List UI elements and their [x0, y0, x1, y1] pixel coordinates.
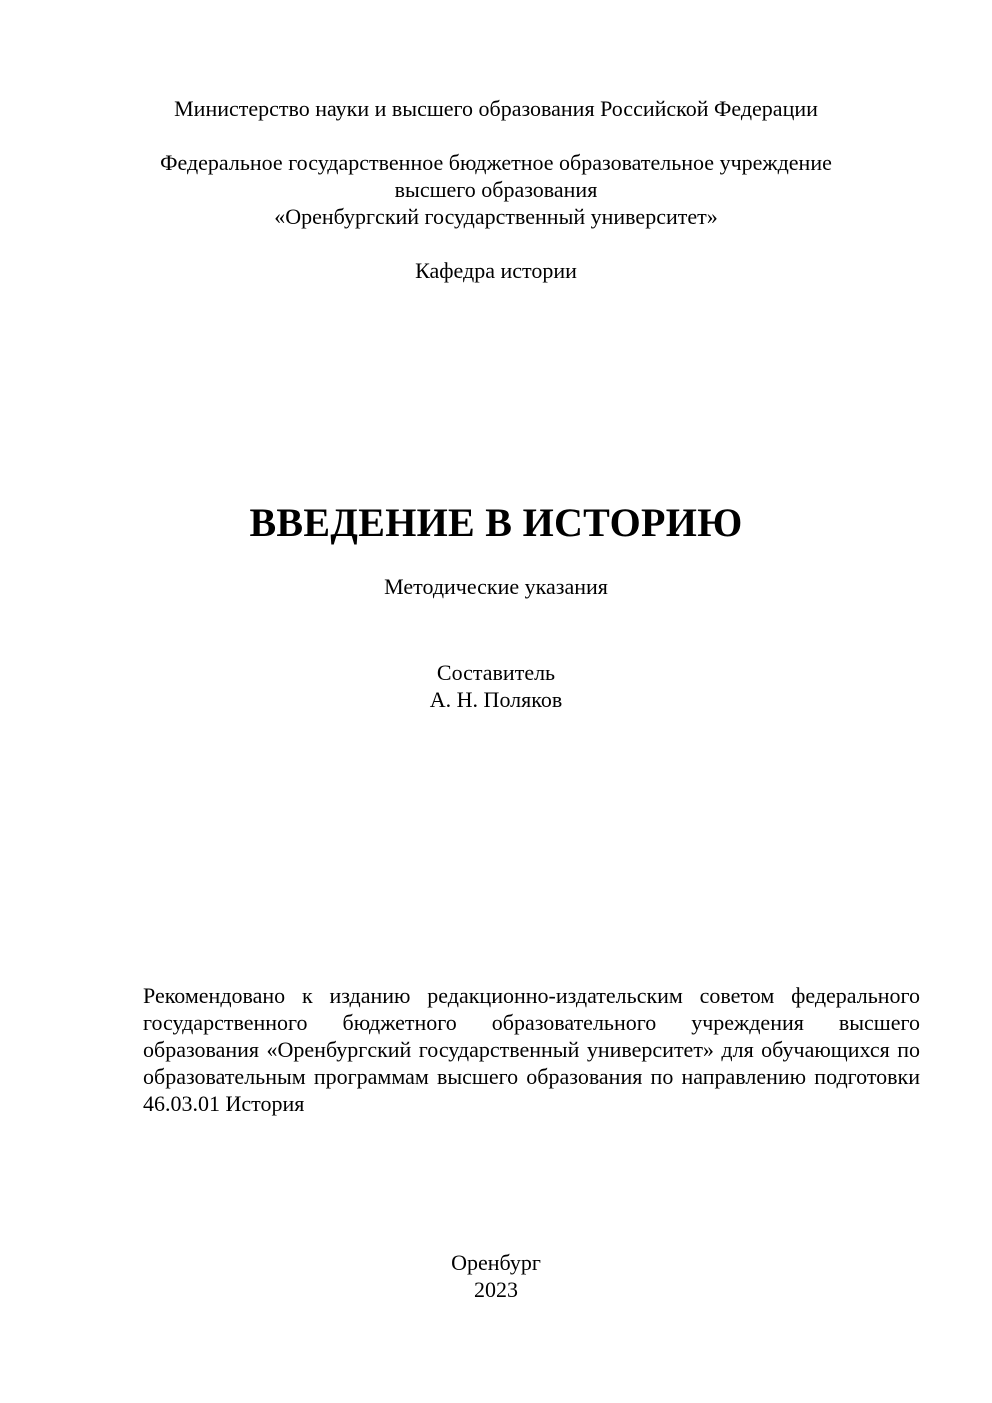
institution-type: Федеральное государственное бюджетное образовательное учреждение — [160, 150, 832, 175]
imprint-footer — [0, 1249, 992, 1303]
page-title: ВВЕДЕНИЕ В ИСТОРИЮ — [249, 500, 743, 545]
ministry-header — [0, 95, 992, 122]
compiler-label: Составитель — [436, 660, 556, 685]
department-name: Кафедра истории — [415, 258, 577, 283]
institution-level: высшего образования — [394, 177, 598, 202]
publication-city: Оренбург — [451, 1250, 541, 1275]
document-subtitle: Методические указания — [384, 574, 608, 599]
compiler-block — [0, 659, 992, 713]
department-block — [0, 257, 992, 284]
publication-recommendation: Рекомендовано к изданию редакционно-издательским советом федерального государственного бюджетного образовательного учреждения высшего образования «Оренбургский государственный университет» для обучающихся по образовательным программам высшего образования по направлению подготовки 46.03.01 История — [143, 983, 920, 1116]
ministry-name: Министерство науки и высшего образования Российской Федерации — [174, 96, 818, 121]
university-name: «Оренбургский государственный университет» — [274, 204, 718, 229]
publication-year: 2023 — [474, 1277, 518, 1302]
title-block — [0, 498, 992, 600]
compiler-name: А. Н. Поляков — [429, 687, 563, 712]
institution-header — [0, 149, 992, 230]
